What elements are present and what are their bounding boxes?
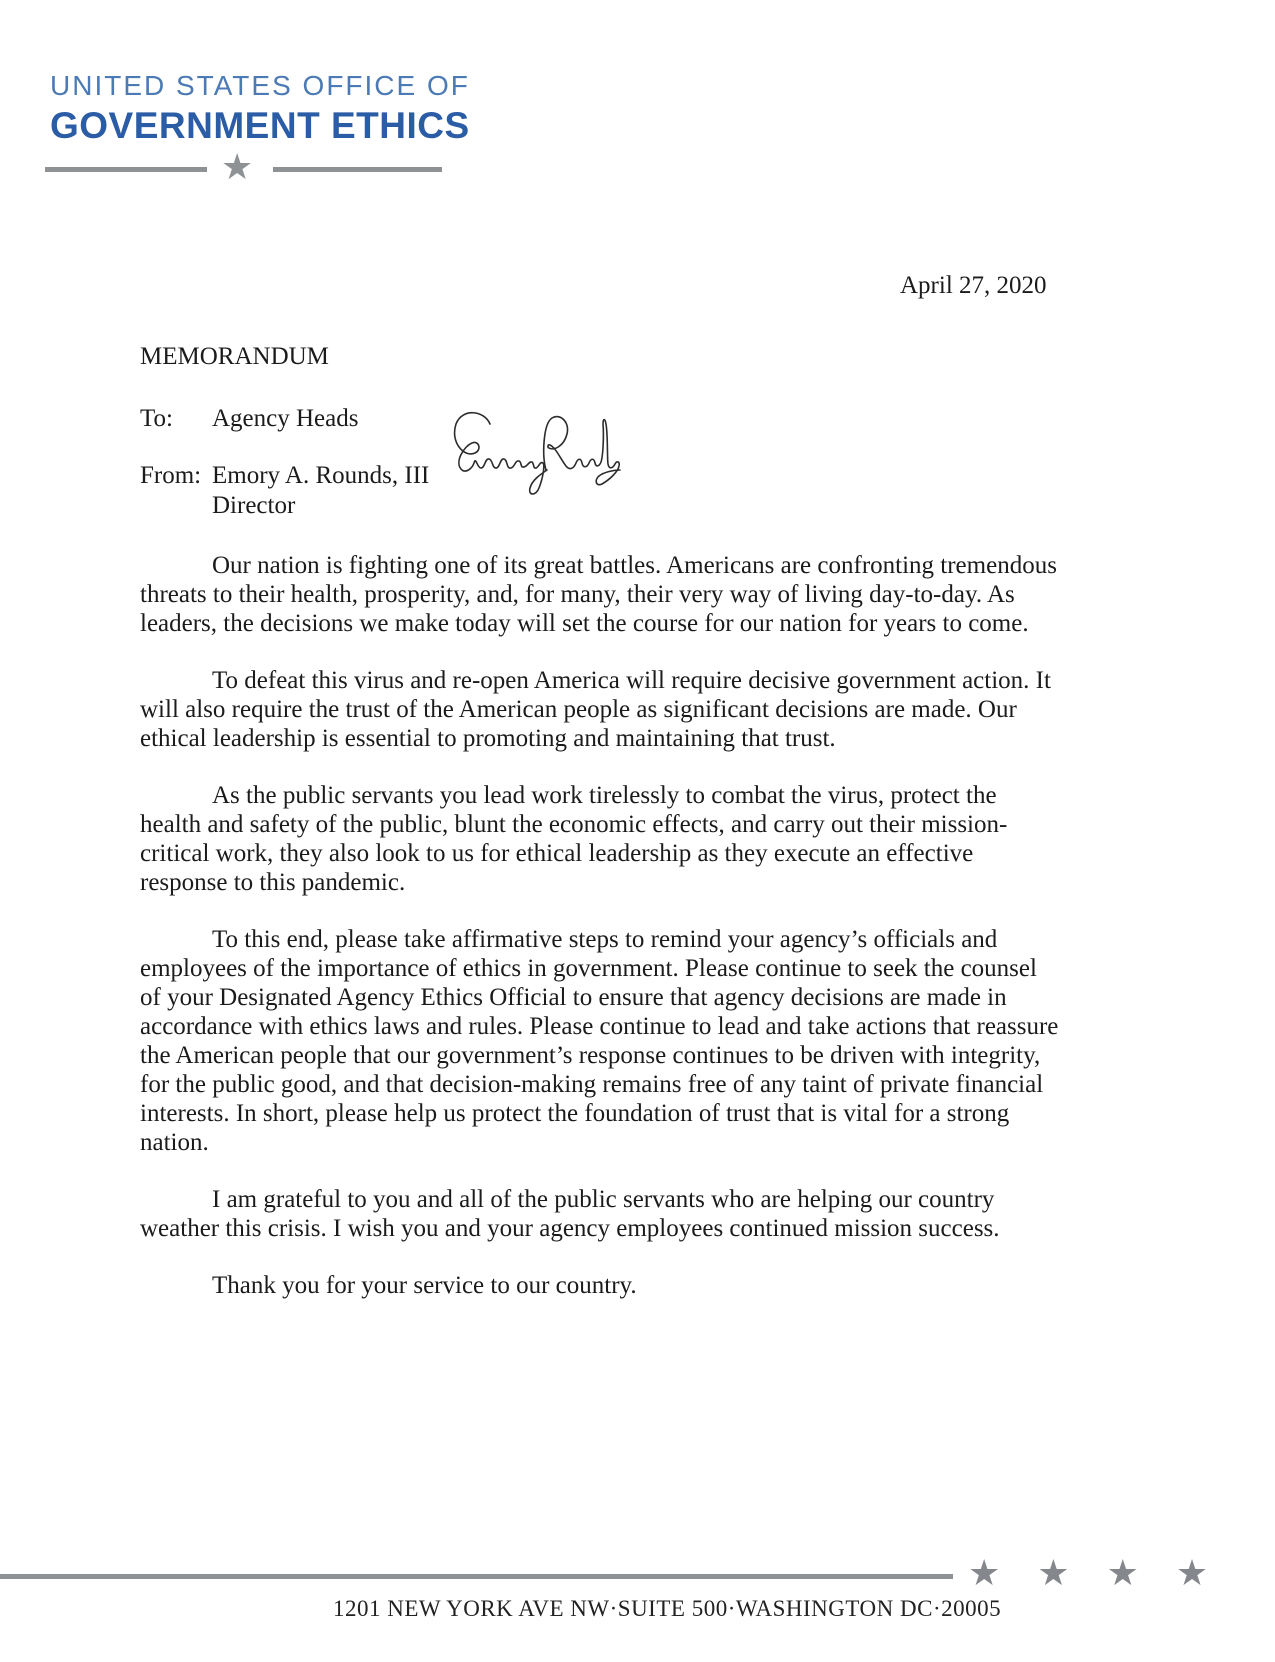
footer-star-icon: ★: [1037, 1553, 1070, 1594]
letter-date: April 27, 2020: [900, 272, 1047, 299]
body-paragraph: To this end, please take affirmative steps to remind your agency’s officials and employees of the importance of ethics in government. Please continue to seek the counsel of your Designated Agency Ethics Official to ensure that agency decisions are made in accordance with ethics laws and rules. Please continue to lead and take actions that reassure the American people that our government’s response continues to be driven with integrity, for the public good, and that decision-making remains free of any taint of private financial interests. In short, please help us protect the foundation of trust that is vital for a strong nation.: [140, 926, 1059, 1156]
memo-to-row: [140, 405, 358, 433]
from-title: Director: [212, 492, 296, 519]
logo-org-line1: UNITED STATES OFFICE OF: [50, 70, 470, 101]
memo-heading: MEMORANDUM: [140, 343, 329, 370]
logo-star-icon: ★: [221, 147, 254, 188]
from-value: Emory A. Rounds, III: [212, 462, 430, 489]
footer-star-icon: ★: [1106, 1553, 1139, 1594]
logo-org-line2: GOVERNMENT ETHICS: [50, 105, 470, 146]
director-signature-image: [446, 406, 622, 511]
body-paragraph: To defeat this virus and re-open America will require decisive government action. It will also require the trust of the American people as significant decisions are made. Our ethical leadership is essential to promoting and maintaining that trust.: [140, 667, 1051, 752]
footer-divider: [0, 1574, 953, 1579]
to-label: To:: [140, 405, 173, 432]
to-value: Agency Heads: [212, 405, 359, 432]
from-label: From:: [140, 462, 202, 489]
footer-stars: [968, 1553, 1209, 1594]
body-paragraph: Our nation is fighting one of its great battles. Americans are confronting tremendous threats to their health, prosperity, and, for many, their very way of living day-to-day. As leaders, the decisions we make today will set the course for our nation for years to come.: [140, 552, 1057, 637]
letter-body: [140, 551, 1060, 1328]
footer-address: 1201 NEW YORK AVE NW·SUITE 500·WASHINGTON DC·20005: [333, 1596, 1002, 1621]
footer-star-icon: ★: [1175, 1553, 1209, 1594]
body-paragraph: I am grateful to you and all of the public servants who are helping our country weather this crisis. I wish you and your agency employees continued mission success.: [140, 1186, 1000, 1242]
logo-divider-left: [45, 167, 207, 172]
footer-star-icon: ★: [968, 1553, 1001, 1594]
body-paragraph: As the public servants you lead work tirelessly to combat the virus, protect the health and safety of the public, blunt the economic effects, and carry out their mission-critical work, they also look to us for ethical leadership as they execute an effective response to this pandemic.: [140, 782, 1008, 896]
logo-divider-right: [273, 167, 442, 172]
agency-logo: [50, 70, 470, 147]
memo-from-row: [140, 462, 429, 490]
body-paragraph: Thank you for your service to our country.: [212, 1272, 637, 1299]
